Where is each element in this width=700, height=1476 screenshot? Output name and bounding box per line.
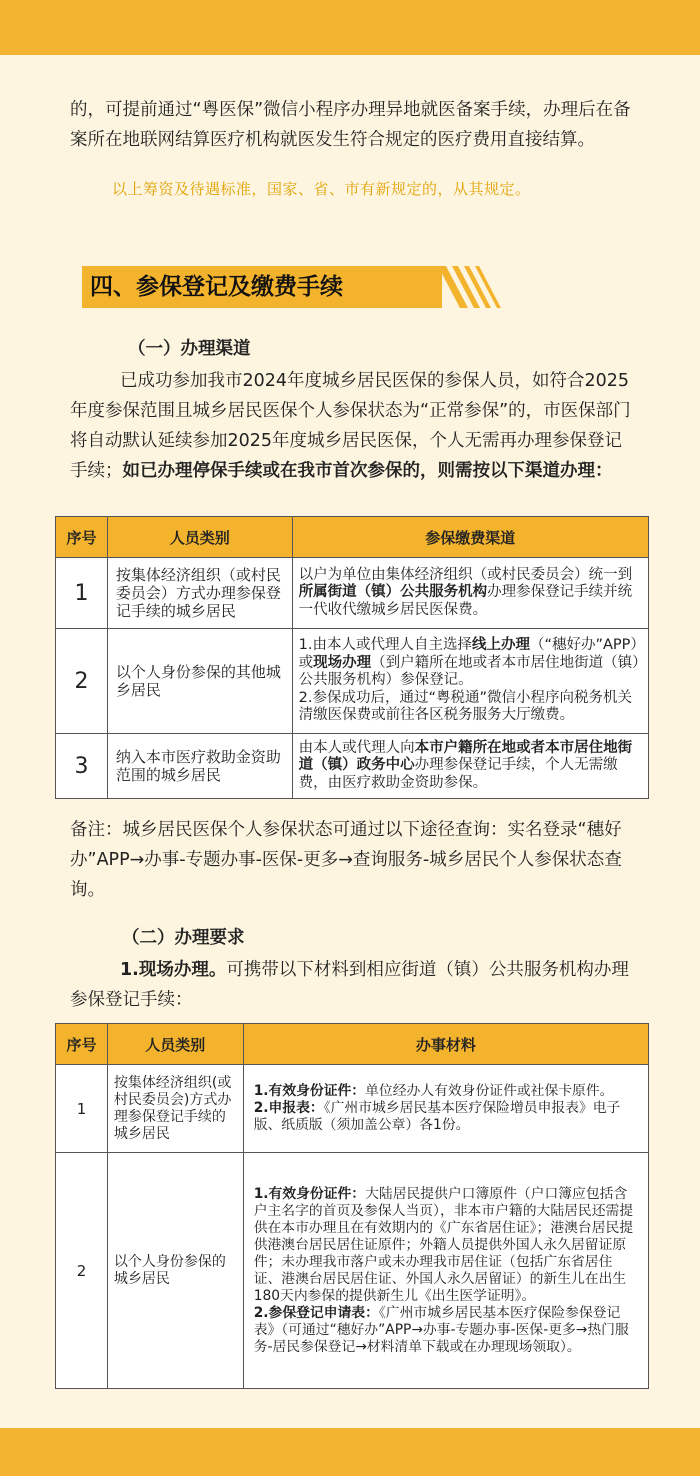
materials-text: 《广州市城乡居民基本医疗保险参保登记表》（可通过“穗好办”APP→办事-专题办事-医保-更多→热门服务-居民参保登记→材料清单下载或在办理现场领取）。 <box>253 1304 629 1355</box>
header-category: 人员类别 <box>107 517 292 558</box>
requirements-lead: 可携带以下材料到相应街道（镇）公共服务机构办理参保登记手续： <box>70 960 629 1010</box>
row-number: 2 <box>56 1153 108 1389</box>
row-number: 2 <box>56 629 108 734</box>
bottom-banner <box>0 1428 700 1476</box>
decorative-stripes <box>438 266 508 308</box>
intro-paragraph: 的，可提前通过“粤医保”微信小程序办理异地就医备案手续，办理后在备案所在地联网结算医疗机构就医发生符合规定的医疗费用直接结算。 <box>70 100 631 150</box>
requirements-lead-bold: 1.现场办理。 <box>120 960 227 980</box>
channels-paragraph <box>70 366 636 486</box>
materials-label: 2.参保登记申请表： <box>253 1304 379 1321</box>
channel-text: 办理参保登记手续，个人无需缴费，由医疗救助金资助参保。 <box>298 757 618 791</box>
header-channel: 参保缴费渠道 <box>292 517 648 558</box>
materials-text: 大陆居民提供户口簿原件（户口簿应包括含户主名字的首页及参保人当页），非本市户籍的大陆居民还需提供在本市办理且在有效期内的《广东省居住证》；港澳台居民提供港澳台居民居住证原件；外籍人员提供外国人永久居留证原件；未办理我市落户或未办理我市居住证（包括广东省居住证、港澳台居民居住证、外国人永久居留证）的新生儿在出生180天内参保的提供新生儿《出生医学证明》。 <box>253 1185 634 1304</box>
materials-text: 《广州市城乡居民基本医疗保险增员申报表》电子版、纸质版（须加盖公章）各1份。 <box>253 1100 621 1133</box>
channel-text-bold: 现场办理 <box>313 654 372 671</box>
channel-text-bold: 所属街道（镇）公共服务机构 <box>298 584 488 601</box>
row-category: 纳入本市医疗救助金资助范围的城乡居民 <box>107 734 292 799</box>
row-category: 按集体经济组织(或村民委员会)方式办理参保登记手续的城乡居民 <box>107 1065 243 1153</box>
channel-text-bold: 线上办理 <box>471 637 530 654</box>
row-category: 以个人身份参保的其他城乡居民 <box>107 629 292 734</box>
materials-text: 单位经办人有效身份证件或社保卡原件。 <box>365 1083 614 1099</box>
table-row <box>56 734 649 799</box>
subheading-channels: （一）办理渠道 <box>128 339 251 359</box>
section-title: 四、参保登记及缴费手续 <box>90 274 343 300</box>
channel-text: 1.由本人或代理人自主选择 <box>298 637 472 654</box>
materials-table <box>55 1023 649 1389</box>
channels-text-bold: 如已办理停保手续或在我市首次参保的，则需按以下渠道办理： <box>122 461 613 481</box>
channel-text: （到户籍所在地或者本市居住地街道（镇）公共服务机构）参保登记。 <box>298 654 640 689</box>
header-category: 人员类别 <box>107 1024 243 1065</box>
table-row <box>56 1065 649 1153</box>
row-materials <box>243 1065 648 1153</box>
channel-text: 以户为单位由集体经济组织（或村民委员会）统一到 <box>298 566 633 583</box>
table-row <box>56 629 649 734</box>
row-materials <box>243 1153 648 1389</box>
channel-text: （“穗好办”APP）或 <box>298 637 638 671</box>
table-header-row <box>56 517 649 558</box>
channel-text: 由本人或代理人向 <box>298 739 415 756</box>
top-banner <box>0 0 700 55</box>
row-number: 1 <box>56 1065 108 1153</box>
remark-paragraph: 备注：城乡居民医保个人参保状态可通过以下途径查询：实名登录“穗好办”APP→办事-专题办事-医保-更多→查询服务-城乡居民个人参保状态查询。 <box>70 820 622 900</box>
table-row <box>56 1153 649 1389</box>
requirements-paragraph <box>70 955 636 1015</box>
materials-label: 1.有效身份证件： <box>253 1083 366 1099</box>
header-no: 序号 <box>56 517 108 558</box>
header-materials: 办事材料 <box>243 1024 648 1065</box>
channels-table <box>55 516 649 799</box>
row-category: 按集体经济组织（或村民委员会）方式办理参保登记手续的城乡居民 <box>107 558 292 629</box>
subheading-requirements: （二）办理要求 <box>122 928 245 948</box>
row-number: 1 <box>56 558 108 629</box>
row-channel <box>292 558 648 629</box>
channel-text: 办理参保登记手续并统一代收代缴城乡居民医保费。 <box>298 584 633 618</box>
row-channel <box>292 629 648 734</box>
standards-note: 以上筹资及待遇标准，国家、省、市有新规定的，从其规定。 <box>112 180 531 198</box>
table-row <box>56 558 649 629</box>
materials-label: 2.申报表： <box>253 1100 324 1116</box>
row-channel <box>292 734 648 799</box>
row-number: 3 <box>56 734 108 799</box>
channels-text: 已成功参加我市2024年度城乡居民医保的参保人员，如符合2025年度参保范围且城乡居民医保个人参保状态为“正常参保”的，市医保部门将自动默认延续参加2025年度城乡居民医保，个人无需再办理参保登记手续； <box>70 371 631 481</box>
header-no: 序号 <box>56 1024 108 1065</box>
channel-text-bold: 本市户籍所在地或者本市居住地街道（镇）政务中心 <box>298 739 633 774</box>
materials-label: 1.有效身份证件： <box>253 1185 366 1202</box>
channel-text: 2.参保成功后，通过“粤税通”微信小程序向税务机关清缴医保费或前往各区税务服务大厅缴费。 <box>298 689 632 724</box>
table-header-row <box>56 1024 649 1065</box>
row-category: 以个人身份参保的城乡居民 <box>107 1153 243 1389</box>
